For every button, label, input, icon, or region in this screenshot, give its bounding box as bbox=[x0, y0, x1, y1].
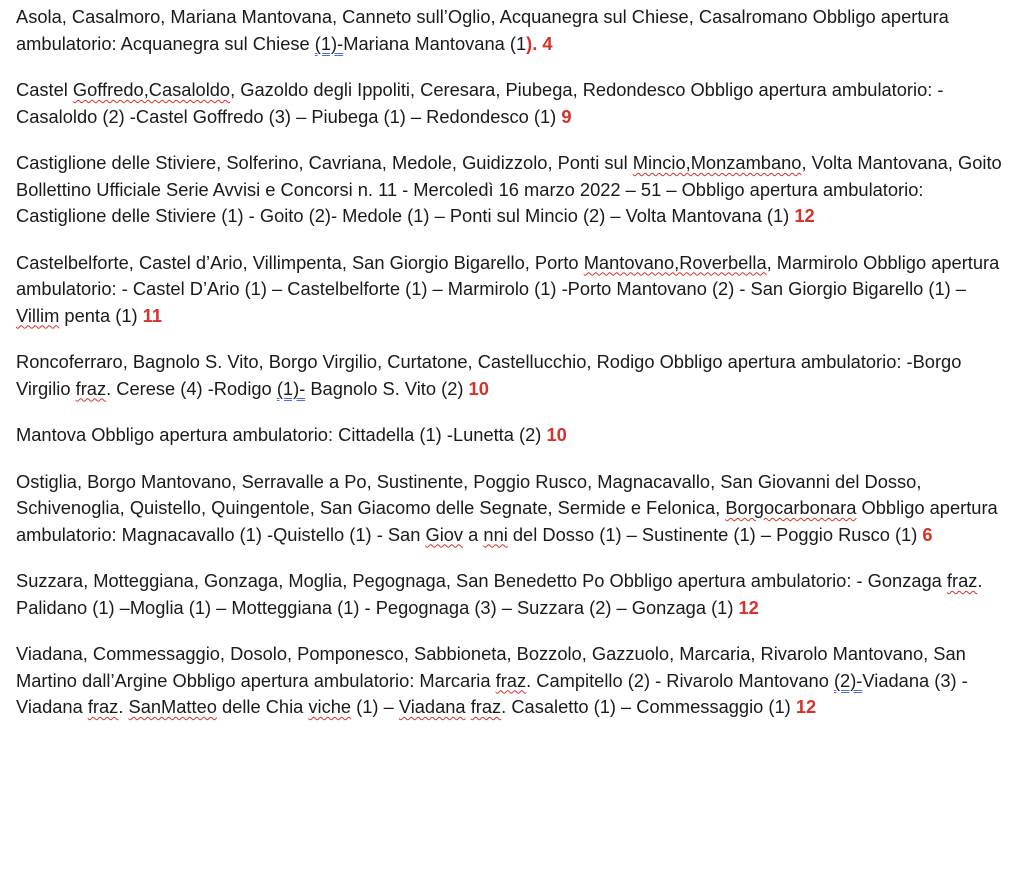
paragraph-text: Castelbelforte, Castel d’Ario, Villimpenta, San Giorgio Bigarello, Porto bbox=[16, 251, 584, 273]
spelling-flag: fraz bbox=[946, 570, 978, 591]
paragraph-text: (1) – bbox=[351, 696, 399, 717]
paragraph-text: . Casaletto (1) – Commessaggio (1) bbox=[501, 696, 796, 717]
vacancy-count: 10 bbox=[546, 424, 567, 445]
grammar-flag: (1)- bbox=[314, 32, 344, 54]
paragraph-text: Obbligo apertura ambulatorio: Magnacavallo (1) -Quistello (1) - San bbox=[16, 497, 998, 545]
spelling-flag: Goffredo,Casaloldo bbox=[72, 79, 231, 100]
district-paragraph bbox=[16, 422, 1006, 449]
paragraph-text: , Gazoldo degli Ippoliti, Ceresara, Piubega, Redondesco Obbligo apertura ambulatorio: -Casaloldo (2) -Castel Goffredo (3) – Piubega (1) – Redondesco (1) bbox=[16, 79, 944, 127]
paragraph-text: , Marmirolo Obbligo apertura ambulatorio: - Castel D’Ario (1) – Castelbelforte (1) – Marmirolo (1) -Porto Mantovano (2) - San Giorgio Bigarello (1) – bbox=[16, 251, 1000, 299]
grammar-flag: (1)- bbox=[276, 377, 306, 399]
spelling-flag: viche bbox=[308, 696, 352, 717]
spelling-flag: Mincio,Monzambano bbox=[632, 152, 802, 173]
spelling-flag: fraz bbox=[75, 377, 107, 399]
paragraph-text: . Cerese (4) -Rodigo bbox=[106, 377, 277, 399]
district-paragraph bbox=[16, 641, 1006, 721]
district-paragraph bbox=[16, 568, 1006, 621]
paragraph-text: Asola, Casalmoro, Mariana Mantovana, Canneto sull’Oglio, Acquanegra sul Chiese, Casalromano Obbligo apertura ambulatorio: Acquanegra sul Chiese bbox=[16, 6, 949, 54]
paragraph-text: Viadana (3) -Viadana bbox=[16, 669, 968, 717]
paragraph-text: Castel bbox=[16, 79, 73, 100]
paragraph-text: , Volta Mantovana, Goito Bollettino Ufficiale Serie Avvisi e Concorsi n. 11 - Mercoledì 16 marzo 2022 – 51 – Obbligo apertura ambulatorio: Castiglione delle Stiviere (1) - Goito (2)- Medole (1) – Ponti sul Mincio (2) – Volta Mantovana (1) bbox=[16, 152, 1002, 226]
spelling-flag: fraz bbox=[87, 696, 119, 717]
grammar-flag: (2)- bbox=[833, 669, 863, 691]
vacancy-count: 10 bbox=[468, 377, 489, 399]
paragraph-text: penta (1) bbox=[59, 304, 143, 326]
spelling-flag: Viadana bbox=[398, 696, 466, 717]
paragraph-text: Bagnolo S. Vito (2) bbox=[305, 377, 469, 399]
paragraph-text: del Dosso (1) – Sustinente (1) – Poggio Rusco (1) bbox=[507, 523, 923, 545]
district-paragraph bbox=[16, 469, 1006, 549]
district-paragraph bbox=[16, 250, 1006, 330]
district-paragraph bbox=[16, 150, 1006, 230]
paragraph-text: a bbox=[463, 523, 484, 545]
vacancy-count: 11 bbox=[142, 304, 162, 326]
vacancy-count: 12 bbox=[795, 696, 817, 717]
paragraph-text: . bbox=[118, 696, 129, 717]
paragraph-text: delle Chia bbox=[216, 696, 309, 717]
paragraph-text: Mariana Mantovana (1 bbox=[343, 32, 527, 54]
paragraph-text: Viadana, Commessaggio, Dosolo, Pomponesco, Sabbioneta, Bozzolo, Gazzuolo, Marcaria, Rivarolo Mantovano, San Martino dall’Argine Obbligo apertura ambulatorio: Marcaria bbox=[16, 643, 966, 691]
spelling-flag: Mantovano,Roverbella bbox=[583, 251, 767, 273]
paragraph-text: . Campitello (2) - Rivarolo Mantovano bbox=[526, 669, 834, 691]
vacancy-count: 12 bbox=[738, 596, 759, 618]
district-paragraph bbox=[16, 4, 1006, 57]
count-prefix: ). bbox=[526, 32, 543, 54]
district-paragraph bbox=[16, 349, 1006, 402]
spelling-flag: Villim bbox=[16, 304, 60, 326]
spelling-flag: nni bbox=[483, 523, 508, 545]
spelling-flag: SanMatteo bbox=[128, 696, 217, 717]
paragraph-text: Roncoferraro, Bagnolo S. Vito, Borgo Virgilio, Curtatone, Castellucchio, Rodigo Obbligo apertura ambulatorio: -Borgo Virgilio bbox=[16, 351, 962, 399]
spelling-flag: fraz bbox=[470, 696, 502, 717]
vacancy-count: 6 bbox=[922, 523, 933, 545]
vacancy-count: 12 bbox=[794, 205, 815, 226]
spelling-flag: Giov bbox=[425, 523, 464, 545]
vacancy-count: 4 bbox=[542, 32, 553, 54]
paragraph-text: . Palidano (1) –Moglia (1) – Motteggiana (1) - Pegognaga (3) – Suzzara (2) – Gonzaga (1) bbox=[16, 570, 983, 618]
district-paragraph bbox=[16, 77, 1006, 130]
paragraph-text: Mantova Obbligo apertura ambulatorio: Cittadella (1) -Lunetta (2) bbox=[16, 424, 547, 445]
vacancy-count: 9 bbox=[561, 105, 572, 127]
spelling-flag: fraz bbox=[495, 669, 527, 691]
paragraph-text: Suzzara, Motteggiana, Gonzaga, Moglia, Pegognaga, San Benedetto Po Obbligo apertura ambulatorio: - Gonzaga bbox=[16, 570, 947, 591]
spelling-flag: Borgocarbonara bbox=[725, 497, 857, 518]
paragraph-text: Ostiglia, Borgo Mantovano, Serravalle a Po, Sustinente, Poggio Rusco, Magnacavallo, San Giovanni del Dosso, Schivenoglia, Quistello, Quingentole, San Giacomo delle Segnate, Sermide e Felonica, bbox=[16, 470, 922, 518]
paragraph-text: Castiglione delle Stiviere, Solferino, Cavriana, Medole, Guidizzolo, Ponti sul bbox=[16, 152, 633, 173]
